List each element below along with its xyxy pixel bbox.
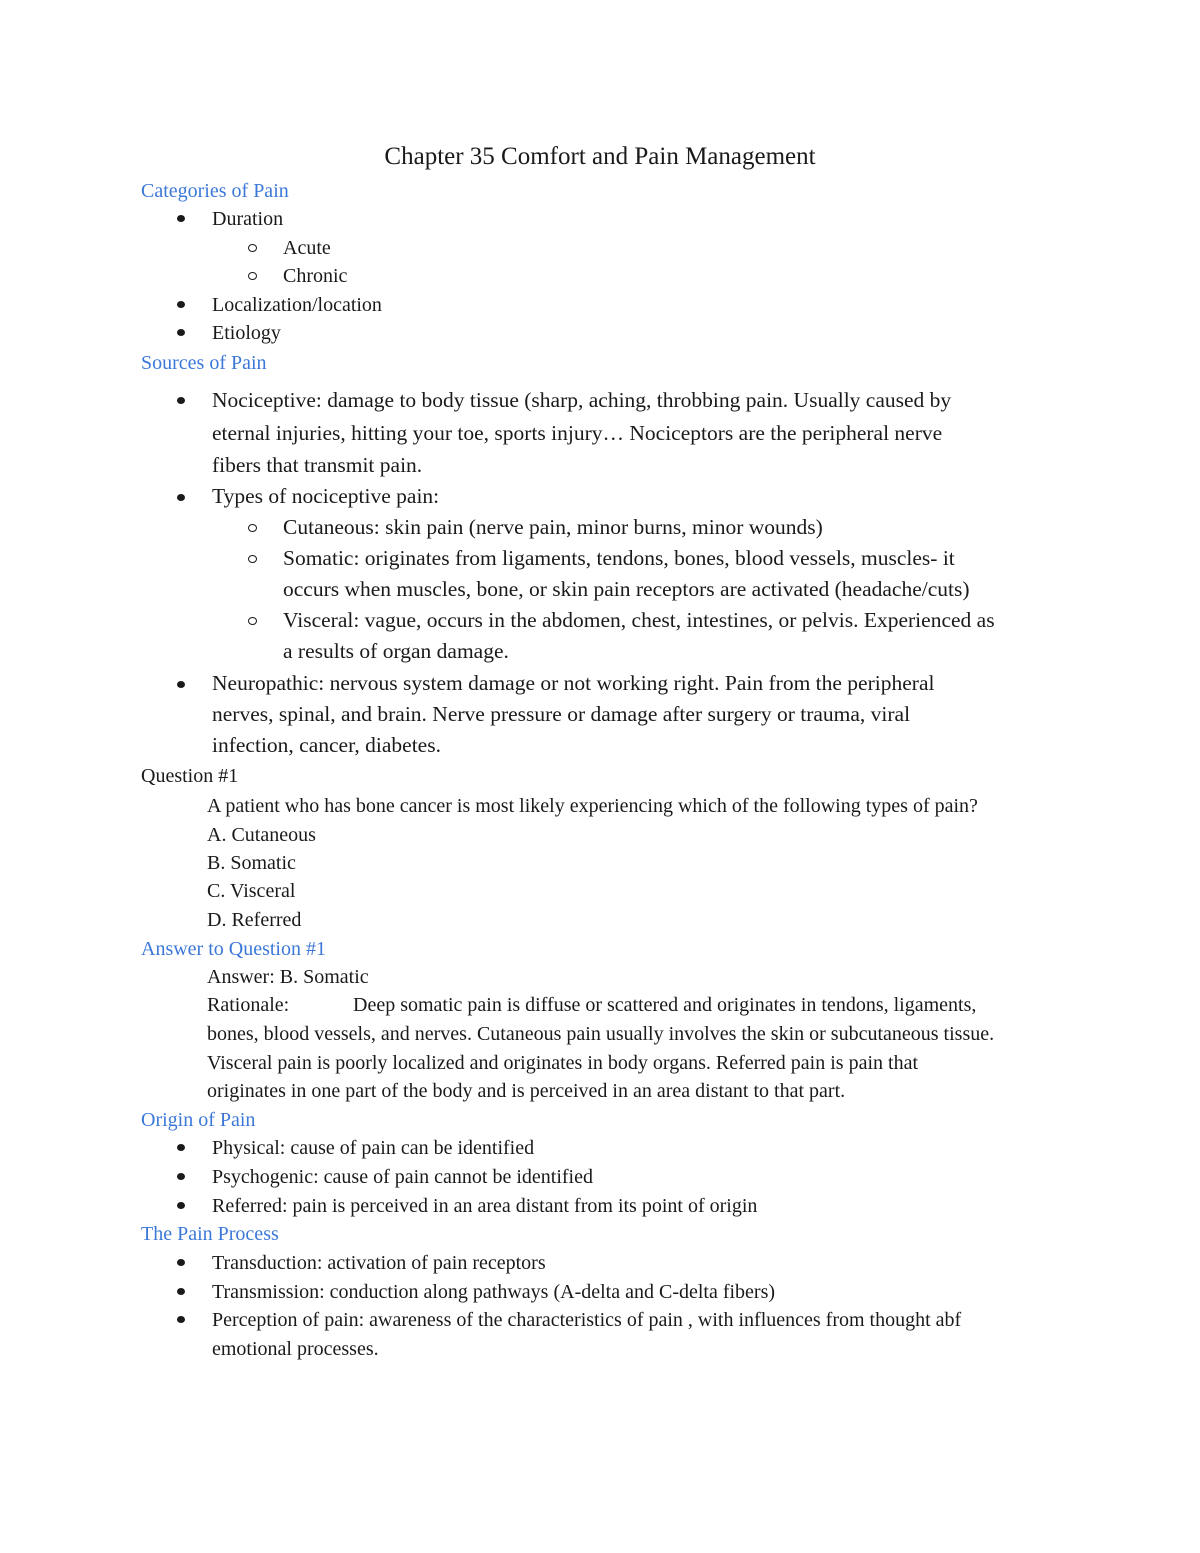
circle-bullet-icon xyxy=(248,524,257,532)
nociceptive-line-1: Nociceptive: damage to body tissue (sharp, aching, throbbing pain. Usually caused by xyxy=(212,388,952,412)
bullet-icon xyxy=(177,1316,185,1323)
heading-origin-of-pain: Origin of Pain xyxy=(141,1109,256,1131)
list-item-acute: Acute xyxy=(283,237,331,259)
bullet-icon xyxy=(177,1259,185,1266)
somatic-line-2: occurs when muscles, bone, or skin pain receptors are activated (headache/cuts) xyxy=(283,577,970,601)
rationale-line-2: bones, blood vessels, and nerves. Cutaneous pain usually involves the skin or subcutaneous tissue. xyxy=(207,1023,995,1045)
visceral-line-1: Visceral: vague, occurs in the abdomen, chest, intestines, or pelvis. Experienced as xyxy=(283,608,995,632)
bullet-icon xyxy=(177,1144,185,1151)
perception-line-2: emotional processes. xyxy=(212,1338,379,1360)
bullet-icon xyxy=(177,494,185,501)
nociceptive-line-3: fibers that transmit pain. xyxy=(212,453,423,477)
rationale-line-4: originates in one part of the body and is perceived in an area distant to that part. xyxy=(207,1080,846,1102)
list-item-duration: Duration xyxy=(212,208,284,230)
perception-line-1: Perception of pain: awareness of the characteristics of pain , with influences from thought abf xyxy=(212,1309,962,1331)
list-item-localization: Localization/location xyxy=(212,294,382,316)
neuropathic-line-3: infection, cancer, diabetes. xyxy=(212,733,441,757)
neuropathic-line-2: nerves, spinal, and brain. Nerve pressure or damage after surgery or trauma, viral xyxy=(212,702,911,726)
option-c: C. Visceral xyxy=(207,880,296,902)
bullet-icon xyxy=(177,329,185,336)
list-item-etiology: Etiology xyxy=(212,322,281,344)
heading-question-1: Question #1 xyxy=(141,765,239,787)
circle-bullet-icon xyxy=(248,555,257,563)
heading-sources-of-pain: Sources of Pain xyxy=(141,352,267,374)
visceral-line-2: a results of organ damage. xyxy=(283,639,509,663)
question-prompt: A patient who has bone cancer is most likely experiencing which of the following types of pain? xyxy=(207,795,978,817)
circle-bullet-icon xyxy=(248,272,257,280)
list-item-cutaneous: Cutaneous: skin pain (nerve pain, minor burns, minor wounds) xyxy=(283,515,823,539)
rationale-label: Rationale: xyxy=(207,994,290,1016)
heading-answer-to-question-1: Answer to Question #1 xyxy=(141,938,326,960)
bullet-icon xyxy=(177,1288,185,1295)
rationale-line-3: Visceral pain is poorly localized and originates in body organs. Referred pain is pain that xyxy=(207,1052,919,1074)
option-d: D. Referred xyxy=(207,909,302,931)
rationale-line-1: Deep somatic pain is diffuse or scattered and originates in tendons, ligaments, xyxy=(353,994,977,1016)
page-title: Chapter 35 Comfort and Pain Management xyxy=(384,143,816,170)
list-item-types-of-nociceptive: Types of nociceptive pain: xyxy=(212,484,440,508)
option-b: B. Somatic xyxy=(207,852,296,874)
bullet-icon xyxy=(177,1202,185,1209)
circle-bullet-icon xyxy=(248,244,257,252)
list-item-transduction: Transduction: activation of pain receptors xyxy=(212,1252,546,1274)
bullet-icon xyxy=(177,681,185,688)
list-item-psychogenic: Psychogenic: cause of pain cannot be identified xyxy=(212,1166,593,1188)
answer-text: Answer: B. Somatic xyxy=(207,966,369,988)
nociceptive-line-2: eternal injuries, hitting your toe, sports injury… Nociceptors are the peripheral nerve xyxy=(212,421,943,445)
neuropathic-line-1: Neuropathic: nervous system damage or not working right. Pain from the peripheral xyxy=(212,671,935,695)
bullet-icon xyxy=(177,215,185,222)
option-a: A. Cutaneous xyxy=(207,824,316,846)
list-item-referred: Referred: pain is perceived in an area distant from its point of origin xyxy=(212,1195,758,1217)
bullet-icon xyxy=(177,1173,185,1180)
list-item-physical: Physical: cause of pain can be identified xyxy=(212,1137,535,1159)
list-item-chronic: Chronic xyxy=(283,265,348,287)
somatic-line-1: Somatic: originates from ligaments, tendons, bones, blood vessels, muscles- it xyxy=(283,546,955,570)
heading-the-pain-process: The Pain Process xyxy=(141,1223,279,1245)
heading-categories-of-pain: Categories of Pain xyxy=(141,180,289,202)
list-item-transmission: Transmission: conduction along pathways (A-delta and C-delta fibers) xyxy=(212,1281,776,1303)
circle-bullet-icon xyxy=(248,617,257,625)
bullet-icon xyxy=(177,301,185,308)
bullet-icon xyxy=(177,397,185,404)
